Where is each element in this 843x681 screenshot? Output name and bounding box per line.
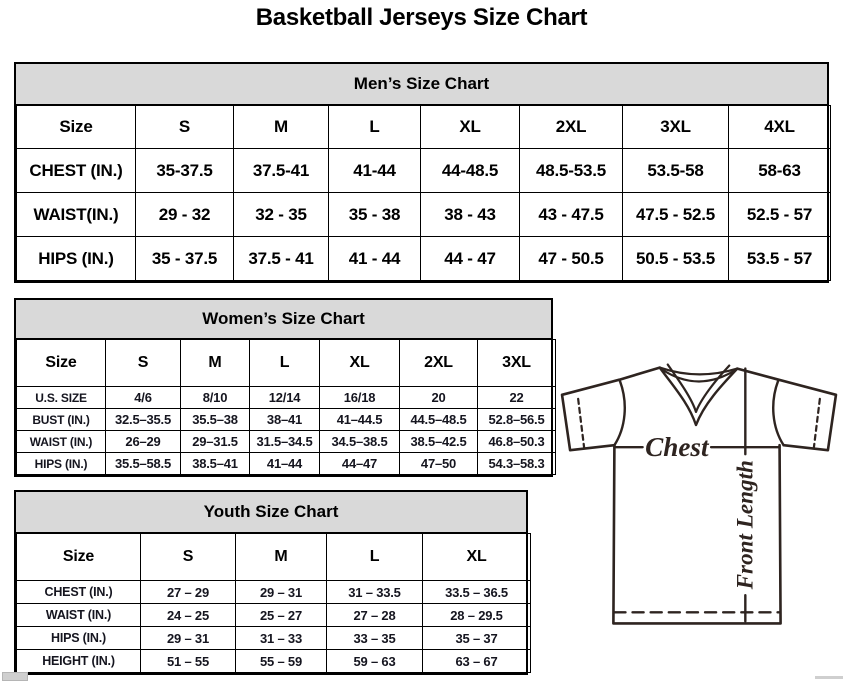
- cell: 24 – 25: [141, 604, 236, 627]
- cell: 38–41: [250, 409, 320, 431]
- row-label: CHEST (IN.): [17, 149, 136, 193]
- cell: 44.5–48.5: [400, 409, 478, 431]
- table-row: [17, 237, 831, 281]
- cell: 53.5 - 57: [729, 237, 831, 281]
- cell: 27 – 29: [141, 581, 236, 604]
- column-header: Size: [17, 340, 106, 387]
- mens-size-table-title: Men’s Size Chart: [16, 64, 827, 105]
- row-label: HEIGHT (IN.): [17, 650, 141, 673]
- cell: 50.5 - 53.5: [623, 237, 729, 281]
- cell: 4/6: [106, 387, 181, 409]
- cell: 54.3–58.3: [478, 453, 556, 475]
- cell: 22: [478, 387, 556, 409]
- column-header: M: [236, 534, 327, 581]
- cell: 47.5 - 52.5: [623, 193, 729, 237]
- scrollbar-fragment: [2, 672, 28, 681]
- cell: 41–44.5: [320, 409, 400, 431]
- cell: 41 - 44: [329, 237, 421, 281]
- cell: 51 – 55: [141, 650, 236, 673]
- cell: 47–50: [400, 453, 478, 475]
- column-header: Size: [17, 534, 141, 581]
- cell: 31 – 33: [236, 627, 327, 650]
- youth-size-table: [14, 490, 528, 675]
- column-header: 2XL: [520, 106, 623, 149]
- jersey-left-armhole-seam: [614, 380, 624, 445]
- column-header: S: [136, 106, 234, 149]
- cell: 32 - 35: [234, 193, 329, 237]
- cell: 38.5–42.5: [400, 431, 478, 453]
- size-header-row: [17, 534, 531, 581]
- cell: 33 – 35: [327, 627, 423, 650]
- column-header: S: [106, 340, 181, 387]
- column-header: 4XL: [729, 106, 831, 149]
- row-label: U.S. SIZE: [17, 387, 106, 409]
- size-header-row: [17, 106, 831, 149]
- cell: 35 – 37: [423, 627, 531, 650]
- mens-size-table: [14, 62, 829, 283]
- column-header: M: [181, 340, 250, 387]
- cell: 35 - 37.5: [136, 237, 234, 281]
- jersey-left-cuff-dashed-line: [578, 399, 584, 448]
- womens-size-table-title: Women’s Size Chart: [16, 300, 551, 339]
- page-title: Basketball Jerseys Size Chart: [255, 4, 588, 31]
- cell: 38 - 43: [421, 193, 520, 237]
- column-header: L: [250, 340, 320, 387]
- cell: 35-37.5: [136, 149, 234, 193]
- cell: 44 - 47: [421, 237, 520, 281]
- cell: 29–31.5: [181, 431, 250, 453]
- row-label: WAIST(IN.): [17, 193, 136, 237]
- column-header: 3XL: [623, 106, 729, 149]
- table-row: [17, 650, 531, 673]
- cell: 35.5–38: [181, 409, 250, 431]
- table-row: [17, 387, 556, 409]
- cell: 44–47: [320, 453, 400, 475]
- cell: 41–44: [250, 453, 320, 475]
- cell: 8/10: [181, 387, 250, 409]
- cell: 26–29: [106, 431, 181, 453]
- row-label: WAIST (IN.): [17, 604, 141, 627]
- cell: 35 - 38: [329, 193, 421, 237]
- front-length-label: Front Length: [732, 460, 759, 590]
- youth-size-table-title: Youth Size Chart: [16, 492, 526, 533]
- mens-size-table-grid: [16, 105, 831, 281]
- cell: 55 – 59: [236, 650, 327, 673]
- column-header: XL: [421, 106, 520, 149]
- cell: 31 – 33.5: [327, 581, 423, 604]
- cell: 34.5–38.5: [320, 431, 400, 453]
- cell: 37.5-41: [234, 149, 329, 193]
- column-header: L: [329, 106, 421, 149]
- cell: 16/18: [320, 387, 400, 409]
- cell: 44-48.5: [421, 149, 520, 193]
- cell: 29 – 31: [236, 581, 327, 604]
- jersey-right-cuff-dashed-line: [814, 399, 820, 448]
- cell: 20: [400, 387, 478, 409]
- cell: 33.5 – 36.5: [423, 581, 531, 604]
- cell: 12/14: [250, 387, 320, 409]
- cell: 43 - 47.5: [520, 193, 623, 237]
- column-header: Size: [17, 106, 136, 149]
- jersey-measurement-diagram: [557, 360, 841, 628]
- cell: 32.5–35.5: [106, 409, 181, 431]
- table-row: [17, 604, 531, 627]
- size-header-row: [17, 340, 556, 387]
- jersey-right-sleeve-outline: [737, 369, 836, 451]
- chest-label: Chest: [645, 432, 709, 463]
- row-label: BUST (IN.): [17, 409, 106, 431]
- row-label: CHEST (IN.): [17, 581, 141, 604]
- cell: 35.5–58.5: [106, 453, 181, 475]
- table-row: [17, 581, 531, 604]
- table-row: [17, 149, 831, 193]
- row-label: HIPS (IN.): [17, 453, 106, 475]
- cell: 53.5-58: [623, 149, 729, 193]
- column-header: 3XL: [478, 340, 556, 387]
- womens-size-table: [14, 298, 553, 477]
- column-header: XL: [320, 340, 400, 387]
- jersey-right-armhole-seam: [773, 380, 783, 445]
- cell: 46.8–50.3: [478, 431, 556, 453]
- row-label: HIPS (IN.): [17, 237, 136, 281]
- column-header: L: [327, 534, 423, 581]
- table-row: [17, 627, 531, 650]
- cell: 58-63: [729, 149, 831, 193]
- column-header: XL: [423, 534, 531, 581]
- cell: 25 – 27: [236, 604, 327, 627]
- cell: 28 – 29.5: [423, 604, 531, 627]
- column-header: S: [141, 534, 236, 581]
- womens-size-table-grid: [16, 339, 556, 475]
- cell: 38.5–41: [181, 453, 250, 475]
- cell: 27 – 28: [327, 604, 423, 627]
- cell: 37.5 - 41: [234, 237, 329, 281]
- cell: 59 – 63: [327, 650, 423, 673]
- row-label: HIPS (IN.): [17, 627, 141, 650]
- table-row: [17, 193, 831, 237]
- table-row: [17, 409, 556, 431]
- cell: 52.5 - 57: [729, 193, 831, 237]
- cell: 41-44: [329, 149, 421, 193]
- cell: 29 - 32: [136, 193, 234, 237]
- cell: 48.5-53.5: [520, 149, 623, 193]
- cell: 52.8–56.5: [478, 409, 556, 431]
- cell: 47 - 50.5: [520, 237, 623, 281]
- table-row: [17, 453, 556, 475]
- column-header: 2XL: [400, 340, 478, 387]
- cell: 29 – 31: [141, 627, 236, 650]
- cell: 63 – 67: [423, 650, 531, 673]
- column-header: M: [234, 106, 329, 149]
- cell: 31.5–34.5: [250, 431, 320, 453]
- row-label: WAIST (IN.): [17, 431, 106, 453]
- table-row: [17, 431, 556, 453]
- youth-size-table-grid: [16, 533, 531, 673]
